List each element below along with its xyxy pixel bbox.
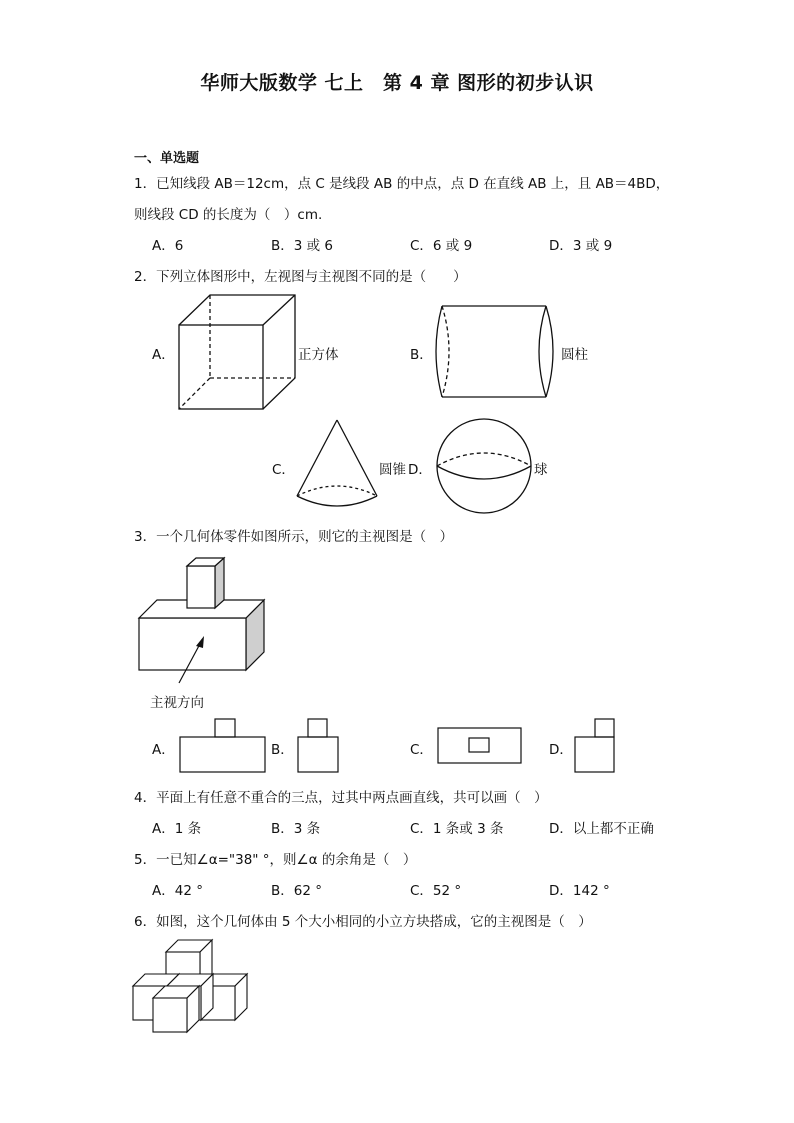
q4-option-c[interactable]: C．1 条或 3 条 (410, 821, 504, 837)
question-1-line-2: 则线段 CD 的长度为（ ）cm. (134, 207, 323, 223)
q2-option-a-name: 正方体 (298, 347, 339, 363)
q5-option-c[interactable]: C．52 ° (410, 883, 462, 899)
q3-option-a[interactable]: A． (152, 742, 175, 758)
q3-option-b-view (297, 718, 341, 774)
page-title: 华师大版数学 七上 第 4 章 图形的初步认识 (200, 72, 594, 94)
q3-option-a-view (179, 718, 267, 774)
view-direction-label: 主视方向 (150, 695, 204, 711)
q3-option-c[interactable]: C． (410, 742, 433, 758)
q2-option-d-name: 球 (534, 462, 548, 478)
question-2: 2．下列立体图形中，左视图与主视图不同的是（ ） (134, 269, 467, 285)
q5-option-d[interactable]: D．142 ° (549, 883, 610, 899)
q1-option-a[interactable]: A．6 (152, 238, 184, 254)
q1-option-d[interactable]: D．3 或 9 (549, 238, 613, 254)
q2-option-d-letter[interactable]: D． (408, 462, 432, 478)
q2-option-b-letter[interactable]: B． (410, 347, 433, 363)
q3-option-d-view (574, 718, 618, 774)
question-6: 6．如图，这个几何体由 5 个大小相同的小立方块搭成，它的主视图是（ ） (134, 914, 592, 930)
q3-option-b[interactable]: B． (271, 742, 294, 758)
q2-option-c-name: 圆锥 (379, 462, 406, 478)
q3-option-d[interactable]: D． (549, 742, 573, 758)
q4-option-b[interactable]: B．3 条 (271, 821, 321, 837)
q3-option-c-view (437, 727, 523, 765)
section-heading: 一、单选题 (134, 151, 200, 166)
q1-option-b[interactable]: B．3 或 6 (271, 238, 334, 254)
q1-option-c[interactable]: C．6 或 9 (410, 238, 473, 254)
cylinder-figure (436, 304, 561, 399)
machine-part-figure (138, 558, 268, 673)
cone-figure (294, 419, 380, 511)
cube-figure (178, 294, 298, 412)
q2-option-b-name: 圆柱 (561, 347, 588, 363)
q4-option-a[interactable]: A．1 条 (152, 821, 202, 837)
q5-option-a[interactable]: A．42 ° (152, 883, 203, 899)
question-3: 3．一个几何体零件如图所示，则它的主视图是（ ） (134, 529, 454, 545)
q2-option-a-letter[interactable]: A． (152, 347, 175, 363)
q2-option-c-letter[interactable]: C． (272, 462, 295, 478)
q5-option-b[interactable]: B．62 ° (271, 883, 322, 899)
five-cubes-figure (132, 938, 254, 1034)
q4-option-d[interactable]: D．以上都不正确 (549, 821, 654, 837)
sphere-figure (435, 418, 535, 514)
question-4: 4．平面上有任意不重合的三点，过其中两点画直线，共可以画（ ） (134, 790, 548, 806)
question-1-line-1: 1．已知线段 AB＝12cm，点 C 是线段 AB 的中点，点 D 在直线 AB 上，且 AB＝4BD， (134, 176, 670, 192)
question-5: 5．一已知∠α="38" °，则∠α 的余角是（ ） (134, 852, 417, 868)
